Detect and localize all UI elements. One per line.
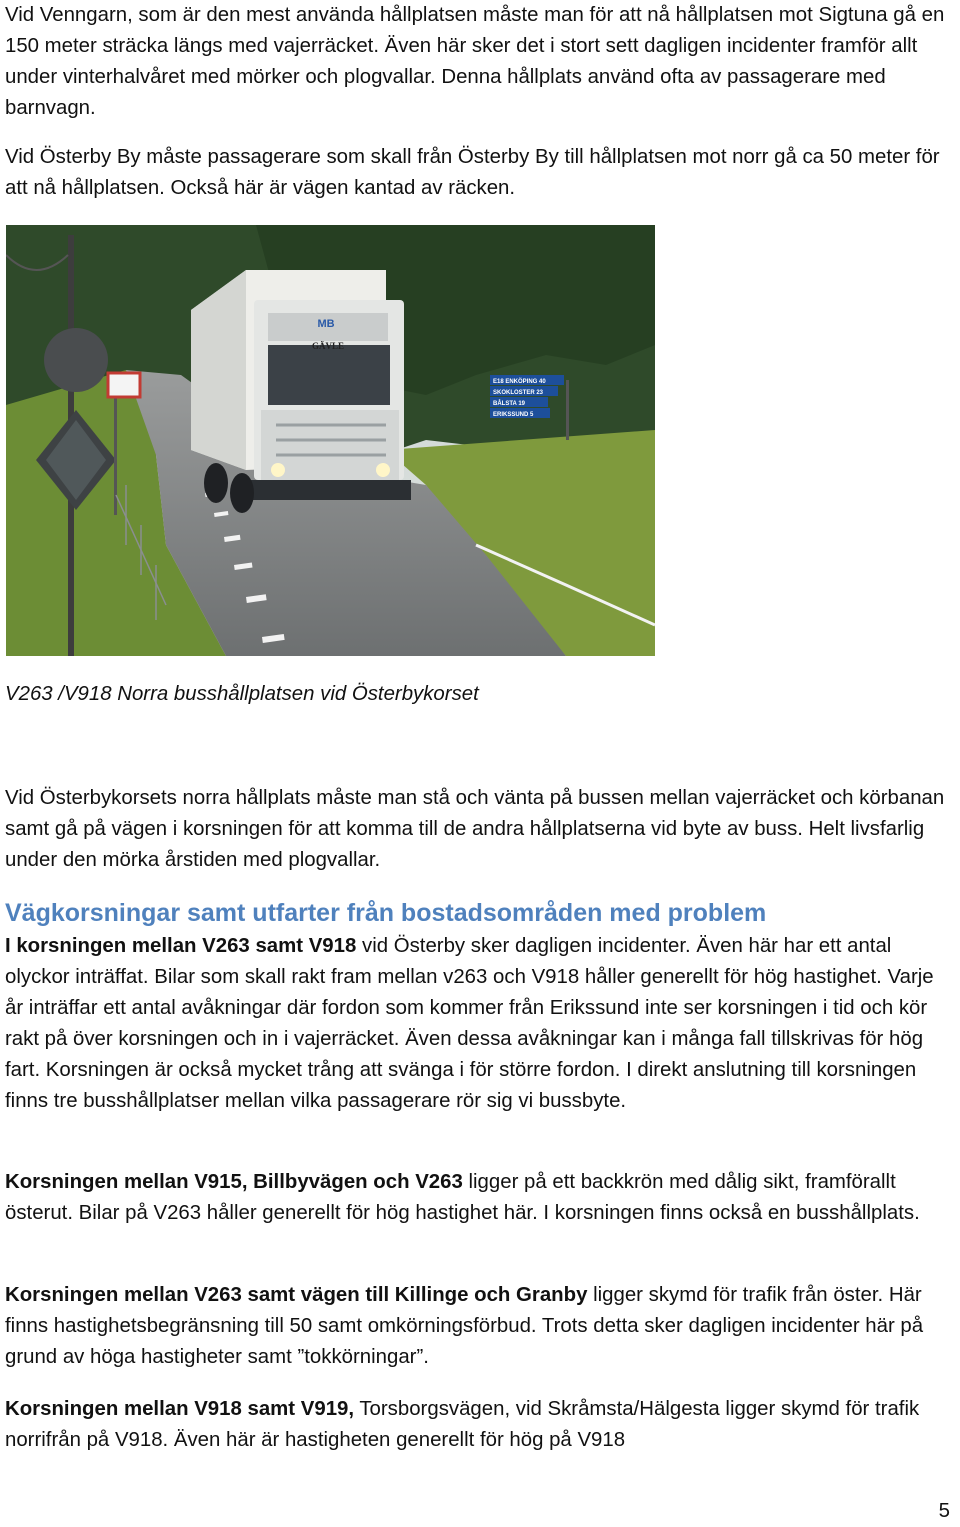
road-truck-photo (6, 225, 655, 656)
item-text: ligger på ett backkrön med dålig sikt, framförallt österut. Bilar på V263 håller generellt för hög hastighet här. I korsningen finns också en busshållplats. (5, 1171, 920, 1224)
item-title: I korsningen mellan V263 samt V918 (5, 935, 357, 957)
truck-name-text: GÄVLE (311, 341, 345, 351)
sign-text-3: BÅLSTA 19 (493, 401, 526, 407)
item-v263-v918 (5, 931, 957, 1117)
item-v918-v919 (5, 1394, 957, 1456)
section-heading: Vägkorsningar samt utfarter från bostadsområden med problem (5, 899, 767, 927)
truck-logo-text: MB (317, 318, 335, 330)
item-text: ligger skymd för trafik från öster. Här finns hastighetsbegränsning till 50 samt omkörningsförbud. Trots detta sker dagligen incidenter här på grund av höga hastigheter samt ”tokkörningar”. (5, 1284, 924, 1368)
item-title: Korsningen mellan V918 samt V919, (5, 1398, 355, 1420)
paragraph-osterbykorset: Vid Österbykorsets norra hållplats måste man stå och vänta på bussen mellan vajerräcket och körbanan samt gå på vägen i korsningen för att komma till de andra hållplatserna vid byte av buss. Helt livsfarlig under den mörka årstiden med plogvallar. (5, 787, 945, 871)
paragraph-osterby-by: Vid Österby By måste passagerare som skall från Österby By till hållplatsen mot norr gå ca 50 meter för att nå hållplatsen. Också här är vägen kantad av räcken. (5, 146, 940, 199)
item-killinge-granby (5, 1280, 957, 1373)
paragraph-venngarn: Vid Venngarn, som är den mest använda hållplatsen måste man för att nå hållplatsen mot Sigtuna gå en 150 meter sträcka längs med vajerräcket. Även här sker det i stort sett dagligen incidenter framför allt under vinterhalvåret med mörker och plogvallar. Denna hållplats använd ofta av passagerare med barnvagn. (5, 4, 945, 119)
sign-text-2: SKOKLOSTER 23 (493, 390, 544, 396)
item-text: Torsborgsvägen, vid Skråmsta/Hälgesta ligger skymd för trafik norrifrån på V918. Även här är hastigheten generellt för hög på V918 (5, 1398, 920, 1451)
item-title: Korsningen mellan V263 samt vägen till Killinge och Granby (5, 1284, 588, 1306)
photo-caption: V263 /V918 Norra busshållplatsen vid Österbykorset (5, 683, 479, 705)
sign-text-4: ERIKSSUND 5 (493, 412, 534, 418)
sign-text-1: E18 ENKÖPING 40 (493, 379, 546, 385)
page-number: 5 (938, 1500, 950, 1522)
item-v915-billbyvagen (5, 1167, 957, 1229)
item-text: vid Österby sker dagligen incidenter. Även här har ett antal olyckor inträffat. Bilar som skall rakt fram mellan v263 och V918 håller generellt för hög hastighet. Varje år inträffar ett antal avåkningar där fordon som kommer från Erikssund inte ser korsningen i tid och kör rakt på över korsningen och in i vajerräcket. Även dessa avåkningar kan i många fall tillskrivas för hög fart. Korsningen är också mycket trång att svänga i för större fordon. I direkt anslutning till korsningen finns tre busshållplatser mellan vilka passagerare rör sig vi bussbyte. (5, 935, 934, 1112)
item-title: Korsningen mellan V915, Billbyvägen och V263 (5, 1171, 463, 1193)
